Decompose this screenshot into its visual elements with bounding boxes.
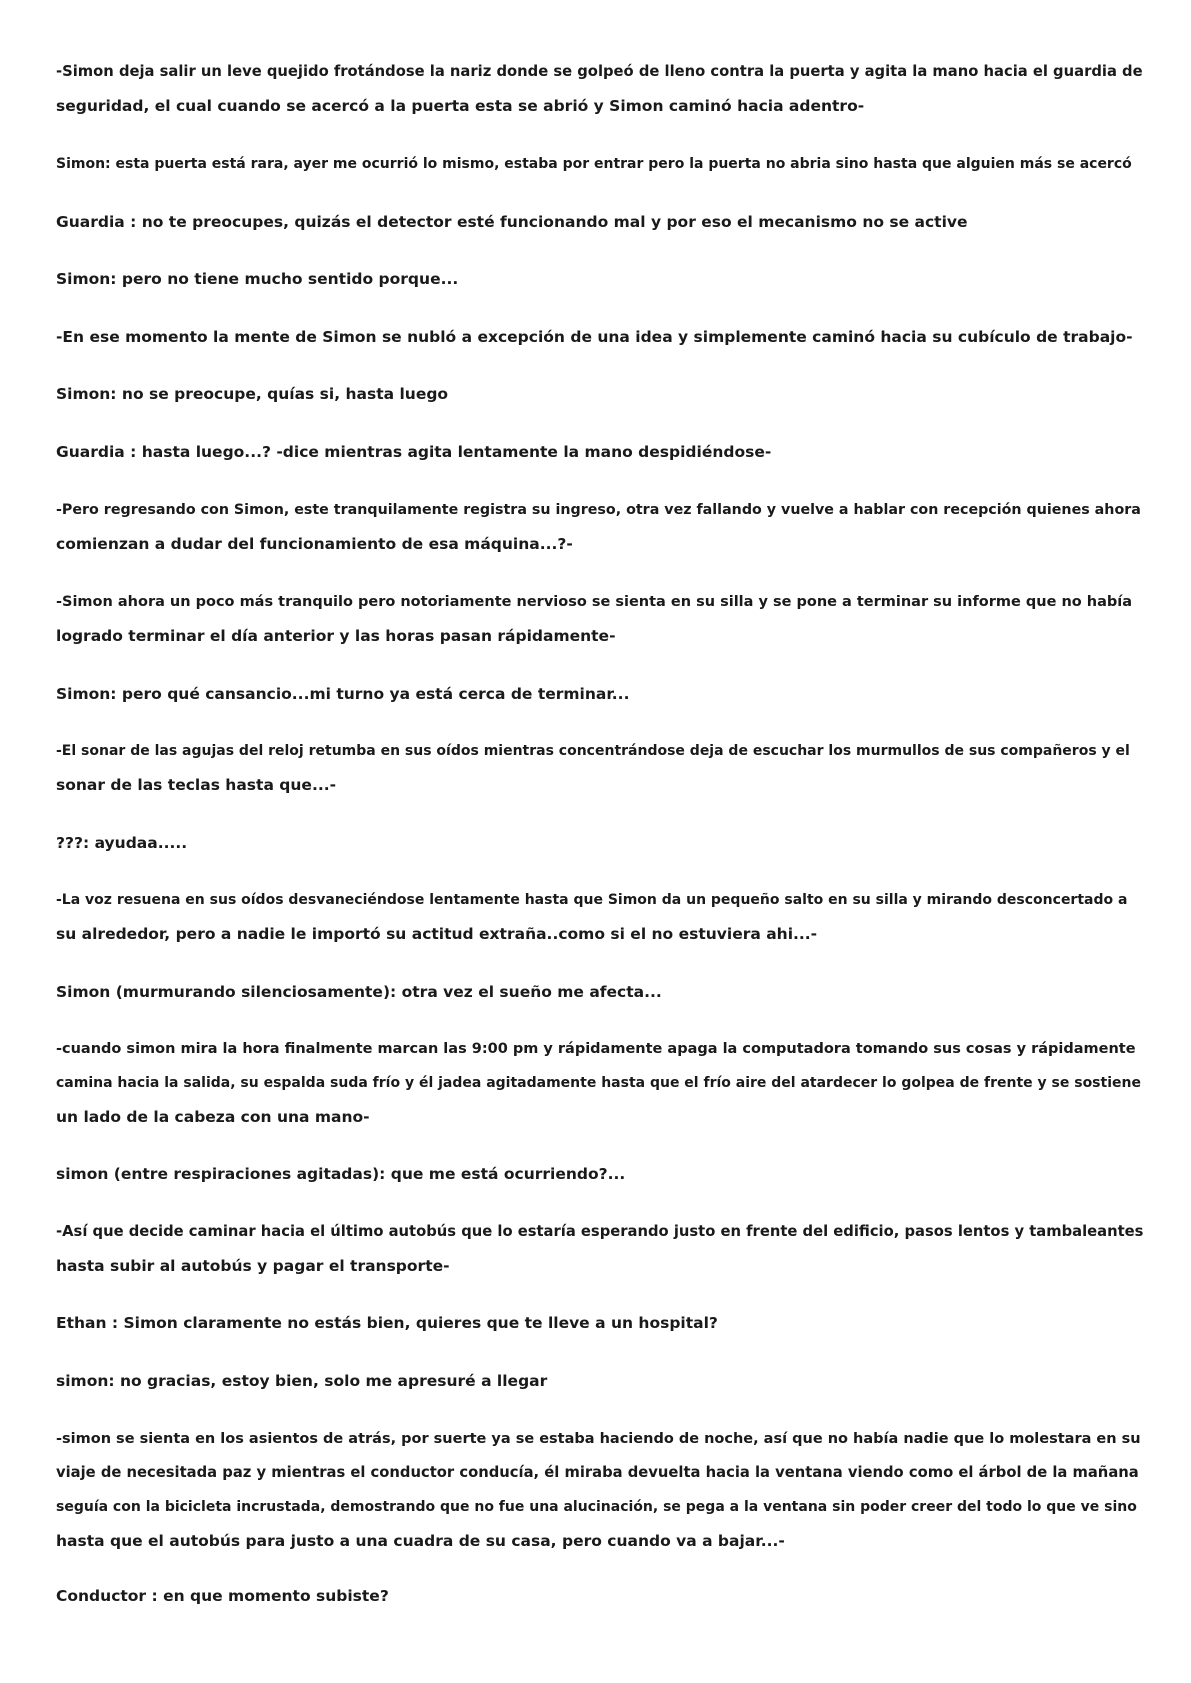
paragraph-line: Ethan : Simon claramente no estás bien, quieres que te lleve a un hospital?	[56, 1314, 718, 1332]
paragraph-line: simon: no gracias, estoy bien, solo me apresuré a llegar	[56, 1372, 548, 1390]
paragraph-line: -Simon deja salir un leve quejido frotándose la nariz donde se golpeó de lleno contra la puerta y agita la mano hacia el guardia de	[56, 63, 1143, 80]
paragraph	[56, 677, 1146, 711]
paragraph-line: -simon se sienta en los asientos de atrás, por suerte ya se estaba haciendo de noche, así que no había nadie que lo molestara en su	[56, 1431, 1141, 1447]
paragraph	[56, 55, 1146, 123]
paragraph	[56, 1032, 1146, 1134]
paragraph-line: -cuando simon mira la hora finalmente marcan las 9:00 pm y rápidamente apaga la computadora tomando sus cosas y rápidamente	[56, 1041, 1136, 1057]
paragraph-line: -El sonar de las agujas del reloj retumba en sus oídos mientras concentrándose deja de escuchar los murmullos de sus compañeros y el	[56, 743, 1130, 759]
paragraph	[56, 377, 1146, 411]
paragraph-line: hasta subir al autobús y pagar el transporte-	[56, 1257, 450, 1275]
paragraph-line: camina hacia la salida, su espalda suda frío y él jadea agitadamente hasta que el frío aire del atardecer lo golpea de frente y se sostiene	[56, 1075, 1141, 1091]
paragraph-line: -Así que decide caminar hacia el último autobús que lo estaría esperando justo en frente del edificio, pasos lentos y tambaleantes	[56, 1223, 1144, 1240]
paragraph	[56, 1364, 1146, 1398]
paragraph-line: un lado de la cabeza con una mano-	[56, 1108, 370, 1126]
paragraph	[56, 262, 1146, 296]
paragraph-line: su alrededor, pero a nadie le importó su actitud extraña..como si el no estuviera ahi...-	[56, 925, 818, 943]
paragraph-line: sonar de las teclas hasta que...-	[56, 776, 337, 794]
paragraph	[56, 1215, 1146, 1283]
paragraph	[56, 320, 1146, 354]
paragraph-line: simon (entre respiraciones agitadas): que me está ocurriendo?...	[56, 1165, 626, 1183]
paragraph	[56, 493, 1146, 561]
paragraph	[56, 975, 1146, 1009]
paragraph-line: -En ese momento la mente de Simon se nubló a excepción de una idea y simplemente caminó hacia su cubículo de trabajo-	[56, 328, 1133, 346]
paragraph-line: Simon: pero qué cansancio...mi turno ya está cerca de terminar...	[56, 685, 630, 703]
paragraph	[56, 1306, 1146, 1340]
paragraph	[56, 1157, 1146, 1191]
paragraph-line: Simon (murmurando silenciosamente): otra vez el sueño me afecta...	[56, 983, 662, 1001]
paragraph-line: -Simon ahora un poco más tranquilo pero notoriamente nervioso se sienta en su silla y se pone a terminar su informe que no había	[56, 594, 1133, 610]
paragraph-line: -Pero regresando con Simon, este tranquilamente registra su ingreso, otra vez fallando y vuelve a hablar con recepción quienes ahora	[56, 502, 1141, 518]
paragraph	[56, 1422, 1146, 1558]
paragraph	[56, 883, 1146, 951]
paragraph-line: comienzan a dudar del funcionamiento de esa máquina...?-	[56, 535, 573, 553]
paragraph	[56, 435, 1146, 469]
paragraph	[56, 1579, 1146, 1613]
paragraph-line: Guardia : no te preocupes, quizás el detector esté funcionando mal y por eso el mecanismo no se active	[56, 213, 968, 231]
paragraph-line: viaje de necesitada paz y mientras el conductor conducía, él miraba devuelta hacia la ventana viendo como el árbol de la mañana	[56, 1464, 1139, 1481]
paragraph-line: seguía con la bicicleta incrustada, demostrando que no fue una alucinación, se pega a la ventana sin poder creer del todo lo que ve sino	[56, 1499, 1137, 1515]
paragraph-line: Simon: no se preocupe, quías si, hasta luego	[56, 385, 449, 403]
paragraph	[56, 734, 1146, 802]
paragraph-line: -La voz resuena en sus oídos desvaneciéndose lentamente hasta que Simon da un pequeño salto en su silla y mirando desconcertado a	[56, 892, 1128, 908]
paragraph-line: Simon: pero no tiene mucho sentido porque...	[56, 270, 459, 288]
paragraph-line: Conductor : en que momento subiste?	[56, 1587, 389, 1605]
paragraph	[56, 585, 1146, 653]
paragraph-line: ???: ayudaa.....	[56, 834, 188, 852]
paragraph-line: Guardia : hasta luego...? -dice mientras agita lentamente la mano despidiéndose-	[56, 443, 772, 461]
paragraph	[56, 147, 1146, 181]
paragraph	[56, 826, 1146, 860]
paragraph-line: seguridad, el cual cuando se acercó a la puerta esta se abrió y Simon caminó hacia adentro-	[56, 97, 865, 115]
paragraph-line: logrado terminar el día anterior y las horas pasan rápidamente-	[56, 627, 616, 645]
paragraph	[56, 205, 1146, 239]
paragraph-line: hasta que el autobús para justo a una cuadra de su casa, pero cuando va a bajar...-	[56, 1532, 785, 1550]
paragraph-line: Simon: esta puerta está rara, ayer me ocurrió lo mismo, estaba por entrar pero la puerta no abria sino hasta que alguien más se acercó	[56, 156, 1132, 172]
